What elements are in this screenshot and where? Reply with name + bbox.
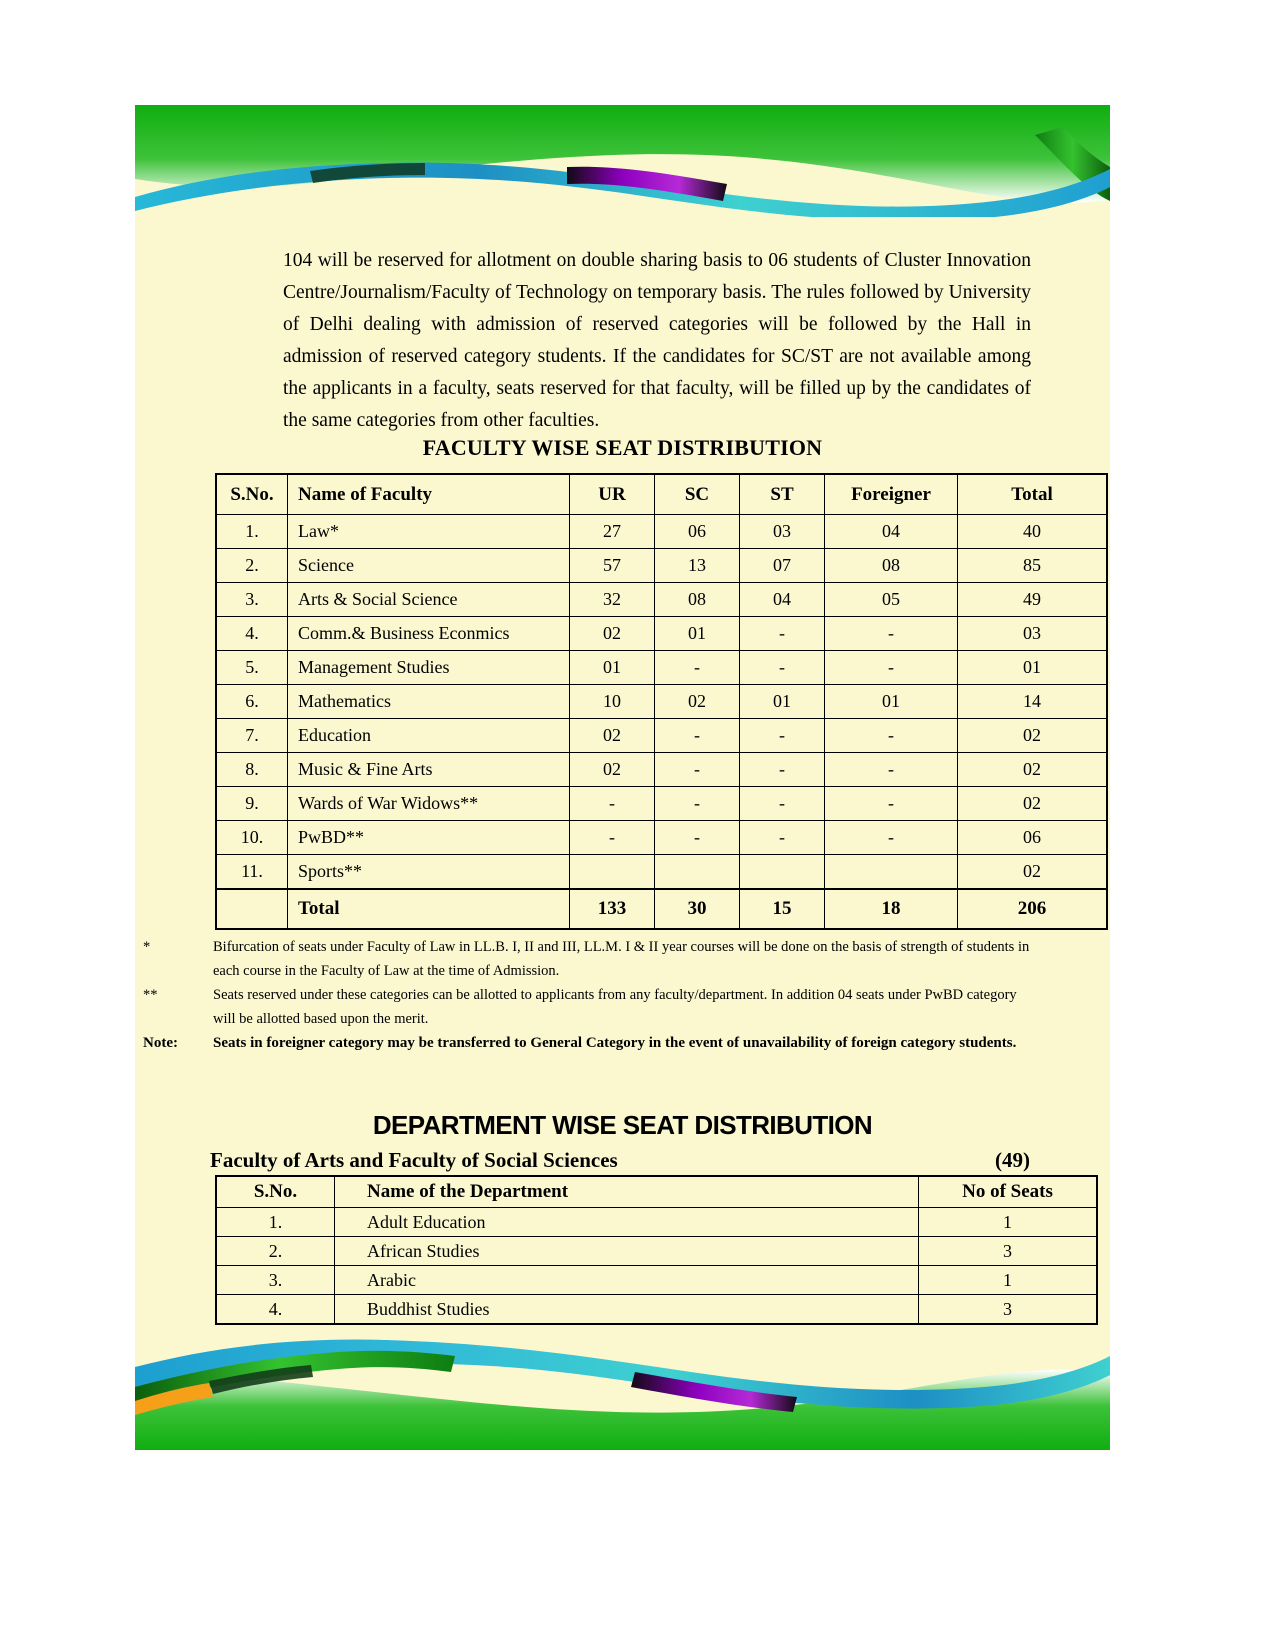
header-foreigner: Foreigner: [825, 474, 958, 515]
table-row: [216, 753, 1107, 787]
cell-foreigner: -: [825, 753, 958, 787]
cell-total: 02: [958, 855, 1108, 890]
header-decoration: [135, 105, 1110, 217]
total-cell-ur: 133: [570, 889, 655, 929]
cell-ur: -: [570, 821, 655, 855]
cell-st: 07: [740, 549, 825, 583]
cell-sno: 1.: [216, 515, 288, 549]
table-row: [216, 583, 1107, 617]
cell-sno: 3.: [216, 583, 288, 617]
department-section-title: DEPARTMENT WISE SEAT DISTRIBUTION: [372, 1110, 873, 1140]
cell-faculty: Science: [288, 549, 570, 583]
faculty-seat-distribution-table: [215, 473, 1108, 930]
cell-total: 06: [958, 821, 1108, 855]
dept-table-row: [216, 1295, 1097, 1325]
total-cell-st: 15: [740, 889, 825, 929]
cell-st: [740, 855, 825, 890]
dept-table-row: [216, 1208, 1097, 1237]
dept-cell-name: Arabic: [335, 1266, 919, 1295]
cell-ur: 02: [570, 753, 655, 787]
dept-table-row: [216, 1266, 1097, 1295]
cell-sno: 7.: [216, 719, 288, 753]
cell-faculty: Wards of War Widows**: [288, 787, 570, 821]
department-caption-count: (49): [995, 1148, 1030, 1172]
table-row: [216, 821, 1107, 855]
dept-cell-sno: 3.: [216, 1266, 335, 1295]
cell-sc: -: [655, 753, 740, 787]
cell-faculty: Sports**: [288, 855, 570, 890]
table-row: [216, 719, 1107, 753]
cell-foreigner: -: [825, 821, 958, 855]
header-sno: S.No.: [216, 474, 288, 515]
cell-foreigner: -: [825, 651, 958, 685]
cell-sc: 06: [655, 515, 740, 549]
cell-sno: 5.: [216, 651, 288, 685]
intro-paragraph: 104 will be reserved for allotment on double sharing basis to 06 students of Cluster Innovation Centre/Journalism/Faculty of Technology on temporary basis. The rules followed by University of Delhi dealing with admission of reserved categories will be followed by the Hall in admission of reserved category students. If the candidates for SC/ST are not available among the applicants in a faculty, seats reserved for that faculty, will be filled up by the candidates of the same categories from other faculties.: [283, 250, 1031, 431]
footnote-marker: **: [143, 987, 158, 1003]
table-row: [216, 617, 1107, 651]
header-ur: UR: [570, 474, 655, 515]
header-wave-graphic: [135, 105, 1110, 217]
cell-ur: 01: [570, 651, 655, 685]
table-total-row: [216, 889, 1107, 929]
cell-faculty: Arts & Social Science: [288, 583, 570, 617]
cell-ur: -: [570, 787, 655, 821]
cell-sc: 02: [655, 685, 740, 719]
cell-sc: -: [655, 719, 740, 753]
cell-sc: -: [655, 651, 740, 685]
cell-total: 01: [958, 651, 1108, 685]
cell-foreigner: -: [825, 787, 958, 821]
cell-ur: [570, 855, 655, 890]
footnote-note: [135, 1031, 1035, 1055]
cell-foreigner: -: [825, 719, 958, 753]
table-row: [216, 855, 1107, 890]
cell-foreigner: 01: [825, 685, 958, 719]
header-sc: SC: [655, 474, 740, 515]
cell-total: 02: [958, 719, 1108, 753]
cell-total: 49: [958, 583, 1108, 617]
cell-sno: 4.: [216, 617, 288, 651]
cell-ur: 27: [570, 515, 655, 549]
department-caption-label: Faculty of Arts and Faculty of Social Sciences: [210, 1148, 618, 1172]
dept-cell-sno: 2.: [216, 1237, 335, 1266]
total-cell-total: 206: [958, 889, 1108, 929]
table-row: [216, 787, 1107, 821]
cell-ur: 02: [570, 617, 655, 651]
table-header-row: [216, 474, 1107, 515]
footnote-text: Bifurcation of seats under Faculty of Law in LL.B. I, II and III, LL.M. I & II year courses will be done on the basis of strength of students in each course in the Faculty of Law at the time of Admission.: [213, 939, 1030, 979]
footer-decoration: [135, 1315, 1110, 1450]
total-cell-label: Total: [288, 889, 570, 929]
dept-cell-name: Buddhist Studies: [335, 1295, 919, 1325]
dept-cell-seats: 1: [919, 1266, 1098, 1295]
dept-table-row: [216, 1237, 1097, 1266]
table-row: [216, 651, 1107, 685]
cell-sc: -: [655, 821, 740, 855]
cell-foreigner: [825, 855, 958, 890]
cell-st: -: [740, 787, 825, 821]
cell-faculty: Management Studies: [288, 651, 570, 685]
table-row: [216, 685, 1107, 719]
cell-foreigner: -: [825, 617, 958, 651]
cell-foreigner: 05: [825, 583, 958, 617]
total-cell-foreigner: 18: [825, 889, 958, 929]
cell-st: 04: [740, 583, 825, 617]
cell-ur: 32: [570, 583, 655, 617]
header-faculty: Name of Faculty: [288, 474, 570, 515]
cell-faculty: Law*: [288, 515, 570, 549]
dept-cell-name: Adult Education: [335, 1208, 919, 1237]
cell-faculty: PwBD**: [288, 821, 570, 855]
cell-st: -: [740, 821, 825, 855]
dept-cell-seats: 1: [919, 1208, 1098, 1237]
header-st: ST: [740, 474, 825, 515]
dept-header-sno: S.No.: [216, 1176, 335, 1208]
cell-sno: 2.: [216, 549, 288, 583]
cell-faculty: Comm.& Business Econmics: [288, 617, 570, 651]
cell-sno: 10.: [216, 821, 288, 855]
dept-cell-seats: 3: [919, 1295, 1098, 1325]
cell-st: -: [740, 651, 825, 685]
header-total: Total: [958, 474, 1108, 515]
cell-total: 02: [958, 753, 1108, 787]
cell-ur: 57: [570, 549, 655, 583]
cell-sc: [655, 855, 740, 890]
faculty-section-title: FACULTY WISE SEAT DISTRIBUTION: [422, 435, 823, 460]
footnote-marker: *: [143, 939, 151, 955]
cell-sno: 8.: [216, 753, 288, 787]
dept-header-seats: No of Seats: [919, 1176, 1098, 1208]
cell-ur: 02: [570, 719, 655, 753]
dept-cell-sno: 1.: [216, 1208, 335, 1237]
footer-wave-graphic: [135, 1315, 1110, 1450]
footnote-text: Seats in foreigner category may be transferred to General Category in the event of unavailability of foreign category students.: [213, 1035, 1017, 1051]
footnote-marker: Note:: [143, 1035, 178, 1051]
dept-header-row: [216, 1176, 1097, 1208]
cell-ur: 10: [570, 685, 655, 719]
department-caption: [210, 1148, 1030, 1173]
table-row: [216, 515, 1107, 549]
table-row: [216, 549, 1107, 583]
cell-foreigner: 04: [825, 515, 958, 549]
footnotes: [135, 935, 1035, 1055]
cell-foreigner: 08: [825, 549, 958, 583]
cell-st: 01: [740, 685, 825, 719]
cell-st: -: [740, 719, 825, 753]
cell-sno: 9.: [216, 787, 288, 821]
cell-faculty: Education: [288, 719, 570, 753]
cell-sc: -: [655, 787, 740, 821]
cell-sc: 13: [655, 549, 740, 583]
dept-cell-seats: 3: [919, 1237, 1098, 1266]
department-seat-distribution-table: [215, 1175, 1098, 1325]
total-cell-sc: 30: [655, 889, 740, 929]
cell-sno: 6.: [216, 685, 288, 719]
footnote-asterisk: [135, 935, 1035, 983]
cell-sno: 11.: [216, 855, 288, 890]
cell-total: 14: [958, 685, 1108, 719]
cell-total: 40: [958, 515, 1108, 549]
cell-st: -: [740, 753, 825, 787]
cell-sc: 08: [655, 583, 740, 617]
dept-cell-name: African Studies: [335, 1237, 919, 1266]
footnote-double-asterisk: [135, 983, 1035, 1031]
cell-total: 85: [958, 549, 1108, 583]
footnote-text: Seats reserved under these categories can be allotted to applicants from any faculty/department. In addition 04 seats under PwBD category will be allotted based upon the merit.: [213, 987, 1017, 1027]
document-page: [135, 105, 1110, 1450]
dept-cell-sno: 4.: [216, 1295, 335, 1325]
cell-st: -: [740, 617, 825, 651]
cell-sc: 01: [655, 617, 740, 651]
cell-st: 03: [740, 515, 825, 549]
total-cell-sno: [216, 889, 288, 929]
cell-total: 03: [958, 617, 1108, 651]
cell-faculty: Mathematics: [288, 685, 570, 719]
cell-faculty: Music & Fine Arts: [288, 753, 570, 787]
cell-total: 02: [958, 787, 1108, 821]
dept-header-name: Name of the Department: [335, 1176, 919, 1208]
